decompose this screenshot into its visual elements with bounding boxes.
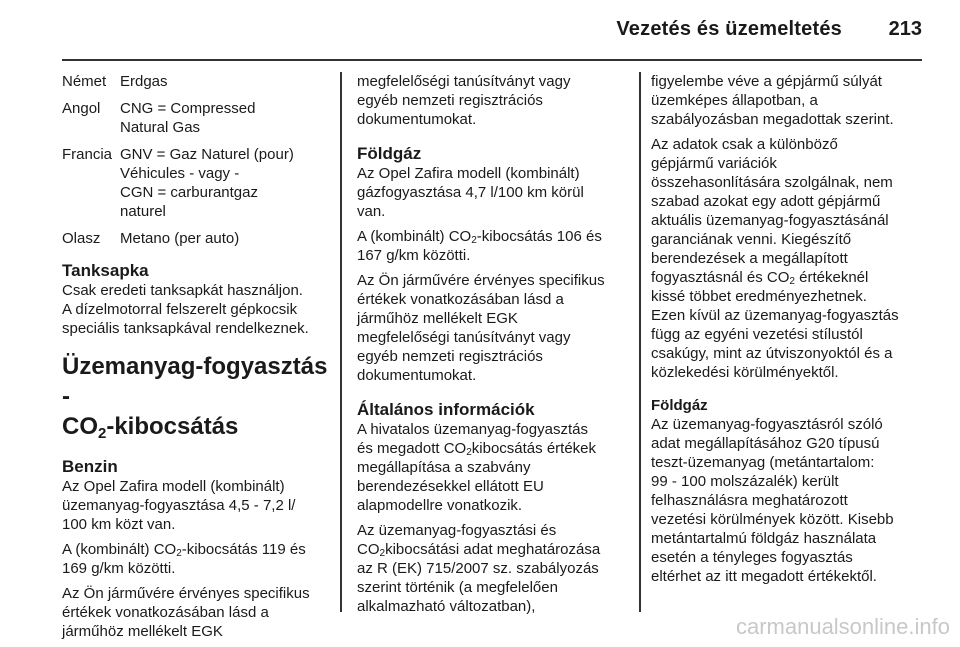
section-heading-co: CO [62, 413, 98, 440]
column-right [651, 72, 923, 592]
comparison-b: értékeknél kissé többet eredményezhetnek. Ezen kívül az üzemanyag-fogyasztás függ az egyéni vezetési stílustól csakúgy, mint az útviszonyoktól és a közlekedési körülményektől. [651, 269, 899, 381]
lang-name-german: Német [62, 73, 107, 90]
language-names-table [62, 72, 332, 248]
lang-value-english: CNG = Compressed Natural Gas [120, 100, 256, 136]
watermark: carmanualsonline.info [735, 614, 950, 639]
benzin-consumption-text: Az Opel Zafira modell (kombinált) üzemanyag-fogyasztása 4,5 - 7,2 l/ 100 km közt van. [62, 478, 296, 533]
col3-comparison-text [651, 135, 923, 382]
general-info-text-2 [357, 521, 629, 616]
tank-cap-heading: Tanksapka [62, 261, 149, 280]
tank-cap-text: Csak eredeti tanksapkát használjon. A dízelmotorral felszerelt gépkocsik speciális tanksapkával rendelkeznek. [62, 282, 309, 337]
general-2-b: kibocsátási adat meghatározása az R (EK) 715/2007 sz. szabályozás szerint történik (a megfelelően alkalmazható változatban), [357, 541, 601, 615]
benzin-co2-text [62, 540, 332, 578]
natural-gas-consumption-text: Az Opel Zafira modell (kombinált) gázfogyasztása 4,7 l/100 km körül van. [357, 165, 584, 220]
section-heading-line1: Üzemanyag-fogyasztás - [62, 353, 328, 410]
header-divider [62, 59, 922, 61]
natural-gas-specific-text: Az Ön járművére érvényes specifikus értékek vonatkozásában lásd a járműhöz mellékelt EGK megfelelőségi tanúsítványt vagy egyéb nemzeti regisztrációs dokumentumokat. [357, 272, 605, 384]
lang-name-french: Francia [62, 146, 113, 163]
gas-co2-sub: 2 [471, 235, 477, 246]
lang-value-french: GNV = Gaz Naturel (pour) Véhicules - vagy - CGN = carburantgaz naturel [120, 146, 294, 220]
benzin-co2-b: -kibocsátás 119 és 169 g/km közötti. [62, 541, 306, 577]
natural-gas-co2-text [357, 227, 629, 265]
col2-continued-text: megfelelőségi tanúsítványt vagy egyéb nemzeti regisztrációs dokumentumokat. [357, 73, 571, 128]
lang-name-english: Angol [62, 100, 101, 117]
general-1-sub: 2 [466, 447, 472, 458]
general-2-a: Az üzemanyag-fogyasztási és CO [357, 522, 557, 558]
benzin-specific-text: Az Ön járművére érvényes specifikus értékek vonatkozásában lásd a járműhöz mellékelt EGK [62, 585, 310, 640]
page-header [0, 0, 960, 60]
page-number: 213 [888, 18, 922, 40]
general-1-a: A hivatalos üzemanyag-fogyasztás és megadott CO [357, 421, 588, 457]
gas-co2-b: -kibocsátás 106 és 167 g/km közötti. [357, 228, 602, 264]
benzin-co2-a: A (kombinált) CO [62, 541, 177, 558]
section-heading-rest: -kibocsátás [106, 413, 239, 440]
benzin-co2-sub: 2 [176, 548, 182, 559]
natural-gas-subheading: Földgáz [651, 397, 708, 414]
col3-weight-text: figyelembe véve a gépjármű súlyát üzemképes állapotban, a szabályozásban megadottak szerint. [651, 73, 894, 128]
column-left [62, 72, 332, 647]
natural-gas-heading: Földgáz [357, 144, 422, 163]
general-2-sub: 2 [379, 548, 386, 559]
column-divider-2 [639, 72, 641, 612]
general-info-heading: Általános információk [357, 400, 535, 419]
comparison-a: Az adatok csak a különböző gépjármű variációk összehasonlítására szolgálnak, nem szabad azokat egy adott gépjármű aktuális üzemanyag-fogyasztásánál garanciának venni. Kiegészítő berendezések a megállapított fogyasztásnál és CO [651, 136, 893, 286]
general-1-b: kibocsátás értékek megállapítása a szabvány berendezésekkel ellátott EU alapmodellre vonatkozik. [357, 440, 597, 514]
general-info-text-1 [357, 420, 629, 515]
lang-value-german: Erdgas [120, 73, 168, 90]
natural-gas-test-text: Az üzemanyag-fogyasztásról szóló adat megállapításához G20 típusú teszt-üzemanyag (metántartalom: 99 - 100 molszázalék) került felhasználásra meghatározott vezetési körülmények között. Kisebb metántartalmú földgáz használata esetén a tényleges fogyasztás eltérhet az itt megadott értékektől. [651, 416, 894, 585]
section-heading-sub: 2 [98, 425, 107, 442]
gas-co2-a: A (kombinált) CO [357, 228, 472, 245]
section-heading [62, 352, 332, 442]
column-divider-1 [340, 72, 342, 612]
comparison-sub: 2 [789, 276, 795, 287]
lang-name-italian: Olasz [62, 230, 101, 247]
benzin-heading: Benzin [62, 457, 118, 476]
lang-value-italian: Metano (per auto) [120, 230, 240, 247]
chapter-title: Vezetés és üzemeltetés [616, 18, 842, 40]
column-middle [357, 72, 629, 622]
